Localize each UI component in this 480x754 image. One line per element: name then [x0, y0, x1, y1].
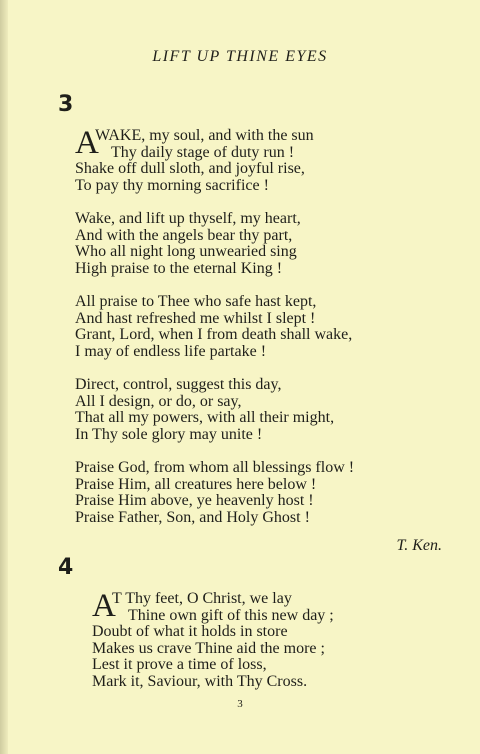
hymn-3-line-2: Thy daily stage of duty run ! — [111, 143, 295, 161]
hymn-3-line: Grant, Lord, when I from death shall wake, — [75, 326, 353, 343]
hymn-3-line: Wake, and lift up thyself, my heart, — [75, 210, 301, 227]
hymn-4-line-2: Thine own gift of this new day ; — [128, 606, 334, 624]
hymn-4-number: 4 — [58, 555, 74, 580]
hymn-3-line: Shake off dull sloth, and joyful rise, — [75, 160, 305, 177]
hymn-4-line: Makes us crave Thine aid the more ; — [92, 639, 325, 657]
hymn-3-line: High praise to the eternal King ! — [75, 259, 283, 277]
hymn-3-line: In Thy sole glory may unite ! — [75, 425, 263, 443]
hymn-3-stanza-4 — [75, 377, 354, 443]
hymn-3-line-1: WAKE, my soul, and with the sun — [95, 127, 314, 144]
page-binding-edge — [0, 0, 8, 754]
hymn-4-line: Mark it, Saviour, with Thy Cross. — [92, 672, 308, 690]
hymn-3-line: All praise to Thee who safe hast kept, — [75, 293, 317, 310]
running-header: LIFT UP THINE EYES — [152, 48, 328, 65]
hymn-3-line: Praise Father, Son, and Holy Ghost ! — [75, 508, 310, 526]
hymn-3-line: To pay thy morning sacrifice ! — [75, 176, 269, 194]
page-number: 3 — [237, 698, 243, 710]
hymn-3-line: And hast refreshed me whilst I slept ! — [75, 309, 316, 327]
hymn-3-drop-cap: A — [75, 125, 99, 161]
hymn-3-opening — [75, 125, 354, 161]
hymn-3-line: Praise Him above, ye heavenly host ! — [75, 492, 314, 509]
hymn-4-line-1: T Thy feet, O Christ, we lay — [112, 590, 292, 607]
hymn-3-number: 3 — [58, 92, 74, 117]
hymn-3-line: Praise God, from whom all blessings flow ! — [75, 459, 355, 476]
hymn-3-line: Direct, control, suggest this day, — [75, 376, 282, 393]
hymn-3-line: Praise Him, all creatures here below ! — [75, 475, 317, 493]
hymn-3-line: All I design, or do, or say, — [75, 392, 242, 410]
hymn-3-line: And with the angels bear thy part, — [75, 226, 293, 244]
hymn-4-line: Lest it prove a time of loss, — [92, 656, 267, 673]
hymn-3-line: Who all night long unwearied sing — [75, 243, 297, 260]
hymn-3-line: That all my powers, with all their might, — [75, 409, 335, 426]
hymn-4-text — [92, 588, 334, 690]
hymn-3-stanza-3 — [75, 294, 354, 360]
hymn-4-drop-cap: A — [92, 588, 116, 624]
hymn-4-line: Doubt of what it holds in store — [92, 623, 288, 640]
hymn-3-stanza-5 — [75, 460, 354, 526]
hymn-3-stanza-2 — [75, 211, 354, 277]
hymn-3-text — [75, 125, 355, 526]
hymn-3-author: T. Ken. — [396, 537, 442, 554]
hymn-4-opening — [92, 588, 334, 624]
hymn-3-line: I may of endless life partake ! — [75, 342, 267, 360]
